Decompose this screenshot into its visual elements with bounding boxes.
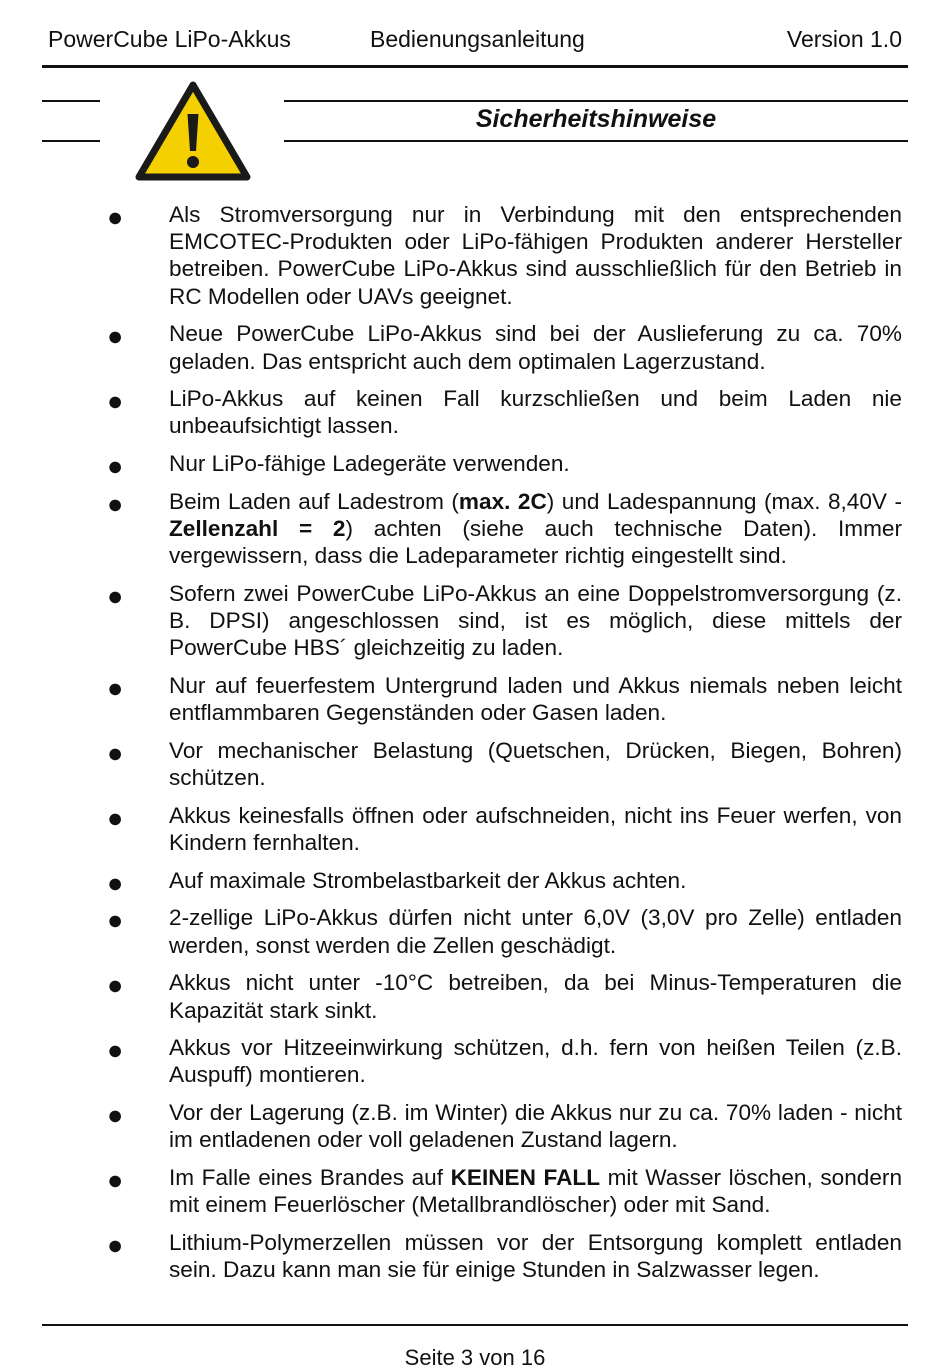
header-version: Version 1.0 <box>786 26 902 52</box>
text-run: LiPo-Akkus auf keinen Fall kurzschließen und beim Laden nie unbeaufsichtigt lassen. <box>169 386 902 439</box>
bullet-icon: ● <box>107 1230 124 1260</box>
warning-triangle-icon <box>134 80 252 182</box>
text-run: 2-zellige LiPo-Akkus dürfen nicht unter 6,0V (3,0V pro Zelle) entladen werden, sonst werden die Zellen geschädigt. <box>169 905 902 958</box>
page-number: Seite 3 von 16 <box>404 1345 546 1370</box>
bullet-icon: ● <box>107 202 124 232</box>
section-title: Sicherheitshinweise <box>475 105 717 133</box>
list-item-text <box>169 450 902 477</box>
text-run: Vor der Lagerung (z.B. im Winter) die Akkus nur zu ca. 70% laden - nicht im entladenen oder voll geladenen Zustand lagern. <box>169 1100 902 1153</box>
bullet-icon: ● <box>107 580 124 611</box>
text-run: Im Falle eines Brandes auf <box>169 1165 451 1191</box>
text-run: Akkus keinesfalls öffnen oder aufschneiden, nicht ins Feuer werfen, von Kindern fernhalten. <box>169 802 902 856</box>
header-rule <box>42 65 908 68</box>
list-item-text <box>169 737 902 791</box>
bullet-icon: ● <box>107 970 124 1001</box>
text-run: Sofern zwei PowerCube LiPo-Akkus an eine Doppelstromversorgung (z. B. DPSI) angeschlossen sind, ist es möglich, diese mittels der PowerCube HBS´ gleichzeitig zu laden. <box>169 580 902 661</box>
list-item-text <box>169 1034 902 1088</box>
bullet-icon: ● <box>107 321 124 352</box>
bullet-icon: ● <box>107 386 124 417</box>
bullet-icon: ● <box>107 1165 124 1196</box>
bullet-icon: ● <box>107 673 124 704</box>
section-rule-right-top <box>284 100 908 102</box>
safety-instructions-list <box>0 201 950 1294</box>
bullet-icon: ● <box>107 451 124 482</box>
section-rule-left-top <box>42 100 100 102</box>
list-item-text <box>169 1229 902 1283</box>
list-item <box>0 320 950 374</box>
text-run: Vor mechanischer Belastung (Quetschen, Drücken, Biegen, Bohren) schützen. <box>169 737 902 791</box>
text-run: ) achten (siehe auch technische Daten). Immer vergewissern, dass die Ladeparameter richtig eingestellt sind. <box>169 516 903 569</box>
list-item-text <box>169 580 902 662</box>
emphasis-text: max. 2C <box>458 488 547 514</box>
text-run: Neue PowerCube LiPo-Akkus sind bei der Auslieferung zu ca. 70% geladen. Das entspricht auch dem optimalen Lagerzustand. <box>169 321 902 374</box>
footer-rule <box>42 1324 908 1326</box>
list-item-text <box>169 488 902 570</box>
list-item-text <box>169 1099 902 1153</box>
list-item <box>0 969 950 1023</box>
list-item <box>0 802 950 856</box>
bullet-icon: ● <box>107 867 124 898</box>
list-item <box>0 672 950 726</box>
text-run: mit Wasser löschen, sondern mit einem Feuerlöscher (Metallbrandlöscher) oder mit Sand. <box>169 1165 903 1218</box>
list-item-text <box>169 904 902 958</box>
text-run: Lithium-Polymerzellen müssen vor der Entsorgung komplett entladen sein. Dazu kann man sie für einige Stunden in Salzwasser legen. <box>169 1230 902 1283</box>
list-item <box>0 867 950 898</box>
list-item-text <box>169 1164 902 1218</box>
text-run: Auf maximale Strombelastbarkeit der Akkus achten. <box>169 867 687 893</box>
list-item-text <box>169 802 902 856</box>
text-run: Nur auf feuerfestem Untergrund laden und Akkus niemals neben leicht entflammbaren Gegenständen oder Gasen laden. <box>169 673 902 726</box>
list-item-text <box>169 320 902 374</box>
bullet-icon: ● <box>107 1035 124 1066</box>
header-document-type: Bedienungsanleitung <box>370 26 585 52</box>
emphasis-text: KEINEN FALL <box>450 1165 601 1191</box>
bullet-icon: ● <box>107 802 124 833</box>
list-item-text <box>169 385 902 439</box>
list-item-text <box>169 201 902 310</box>
list-item <box>0 737 950 791</box>
text-run: Akkus nicht unter -10°C betreiben, da bei Minus-Temperaturen die Kapazität stark sinkt. <box>169 970 902 1023</box>
list-item <box>0 1034 950 1088</box>
list-item <box>0 1099 950 1153</box>
bullet-icon: ● <box>107 488 124 519</box>
list-item <box>0 488 950 570</box>
list-item <box>0 580 950 662</box>
list-item <box>0 385 950 439</box>
emphasis-text: Zellenzahl = 2 <box>169 516 346 542</box>
bullet-icon: ● <box>107 905 124 936</box>
section-rule-right-bottom <box>284 140 908 142</box>
list-item <box>0 201 950 310</box>
text-run: Beim Laden auf Ladestrom ( <box>169 488 459 514</box>
section-rule-left-bottom <box>42 140 100 142</box>
text-run: Akkus vor Hitzeeinwirkung schützen, d.h. fern von heißen Teilen (z.B. Auspuff) montieren. <box>169 1035 902 1088</box>
bullet-icon: ● <box>107 737 124 768</box>
bullet-icon: ● <box>107 1100 124 1131</box>
list-item <box>0 1164 950 1218</box>
text-run: Als Stromversorgung nur in Verbindung mit den entsprechenden EMCOTEC-Produkten oder LiPo-fähigen Produkten anderer Hersteller betreiben. PowerCube LiPo-Akkus sind ausschließlich für den Betrieb in RC Modellen oder UAVs geeignet. <box>169 202 902 309</box>
list-item <box>0 450 950 482</box>
text-run: Nur LiPo-fähige Ladegeräte verwenden. <box>169 451 570 477</box>
text-run: ) und Ladespannung (max. 8,40V - <box>546 488 902 514</box>
header-product-name: PowerCube LiPo-Akkus <box>48 26 291 52</box>
list-item <box>0 904 950 958</box>
list-item-text <box>169 969 902 1023</box>
list-item-text <box>169 672 902 726</box>
page-header <box>48 26 902 54</box>
list-item <box>0 1229 950 1283</box>
list-item-text <box>169 867 902 894</box>
